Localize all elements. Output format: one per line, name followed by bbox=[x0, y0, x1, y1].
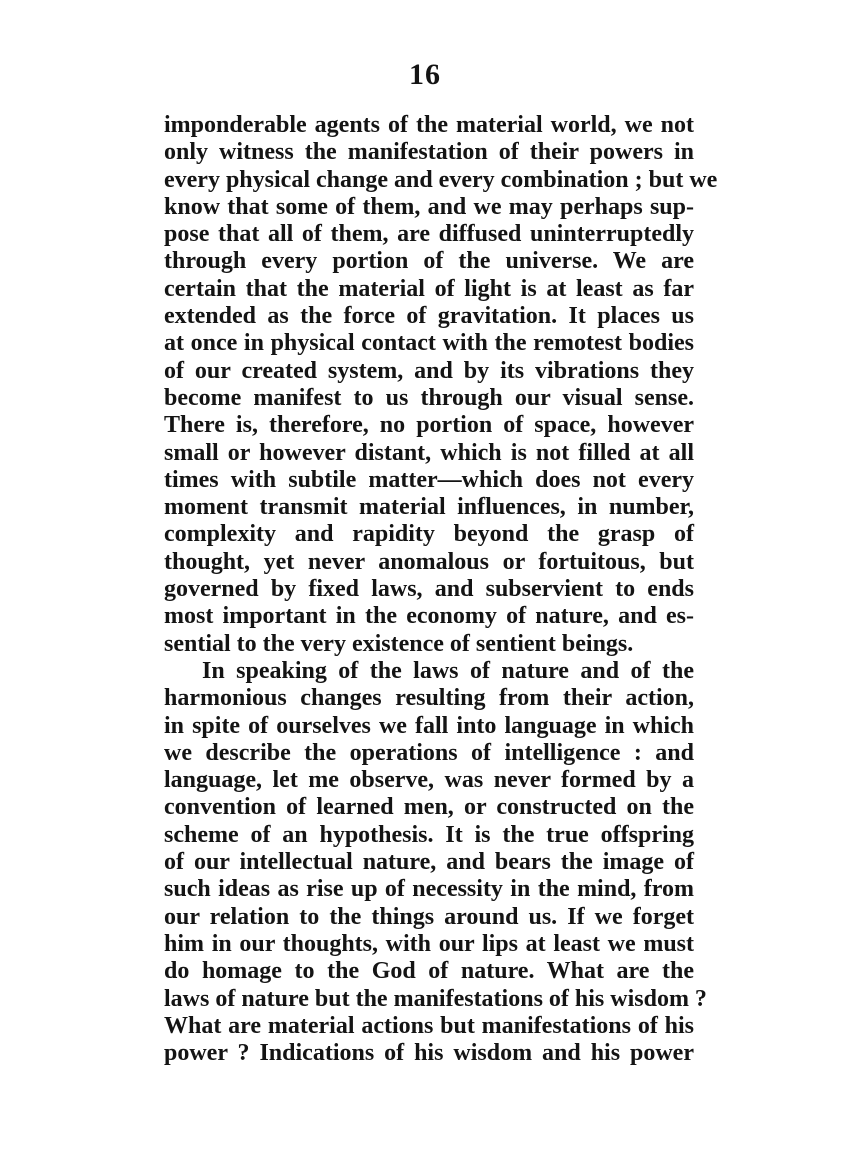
text-line: most important in the economy of nature, and es- bbox=[164, 603, 694, 630]
text-line: of our created system, and by its vibrations they bbox=[164, 357, 694, 384]
text-line: extended as the force of gravitation. It places us bbox=[164, 303, 694, 330]
text-line: laws of nature but the manifestations of his wisdom ? bbox=[164, 985, 707, 1012]
text-line: language, let me observe, was never formed by a bbox=[164, 767, 694, 794]
text-line: convention of learned men, or constructed on the bbox=[164, 794, 694, 821]
text-line: we describe the operations of intelligence : and bbox=[164, 739, 694, 766]
text-line: know that some of them, and we may perhaps sup- bbox=[164, 193, 694, 220]
body-text bbox=[164, 112, 718, 1067]
text-line: times with subtile matter—which does not every bbox=[164, 466, 694, 493]
text-line: through every portion of the universe. We are bbox=[164, 248, 694, 275]
text-line: small or however distant, which is not filled at all bbox=[164, 439, 694, 466]
text-line: in spite of ourselves we fall into language in which bbox=[164, 712, 694, 739]
text-line: such ideas as rise up of necessity in the mind, from bbox=[164, 876, 694, 903]
text-line: In speaking of the laws of nature and of the bbox=[202, 657, 694, 684]
text-line: moment transmit material influences, in number, bbox=[164, 494, 694, 521]
text-line: imponderable agents of the material world, we not bbox=[164, 112, 694, 138]
text-line: harmonious changes resulting from their action, bbox=[164, 685, 694, 712]
text-line: complexity and rapidity beyond the grasp of bbox=[164, 521, 694, 548]
text-line: thought, yet never anomalous or fortuitous, but bbox=[164, 548, 694, 575]
text-line: certain that the material of light is at least as far bbox=[164, 275, 694, 302]
text-line: at once in physical contact with the remotest bodies bbox=[164, 330, 694, 357]
text-line: him in our thoughts, with our lips at least we must bbox=[164, 930, 694, 957]
text-line: sential to the very existence of sentient beings. bbox=[164, 630, 634, 657]
text-line: of our intellectual nature, and bears the image of bbox=[164, 849, 694, 876]
text-line: governed by fixed laws, and subservient to ends bbox=[164, 576, 694, 603]
text-line: scheme of an hypothesis. It is the true offspring bbox=[164, 821, 694, 848]
text-line: power ? Indications of his wisdom and his power bbox=[164, 1040, 694, 1067]
text-line: our relation to the things around us. If we forget bbox=[164, 903, 694, 930]
paragraph-1 bbox=[164, 112, 718, 658]
page-number: 16 bbox=[409, 58, 441, 91]
text-line: There is, therefore, no portion of space, however bbox=[164, 412, 694, 439]
text-line: become manifest to us through our visual sense. bbox=[164, 384, 694, 411]
paragraph-2 bbox=[164, 657, 707, 1067]
text-line: only witness the manifestation of their powers in bbox=[164, 139, 694, 166]
text-line: pose that all of them, are diffused uninterruptedly bbox=[164, 221, 694, 248]
text-line: every physical change and every combination ; but we bbox=[164, 166, 718, 193]
text-line: do homage to the God of nature. What are the bbox=[164, 958, 694, 985]
text-line: What are material actions but manifestations of his bbox=[164, 1012, 694, 1039]
